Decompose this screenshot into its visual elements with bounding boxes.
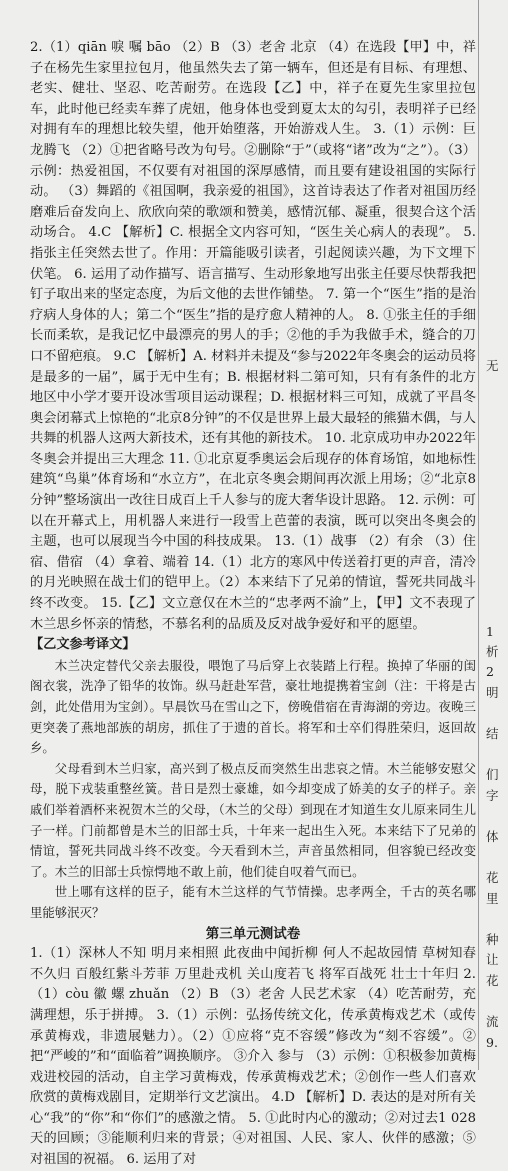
translation-paragraph-1: 木兰决定替代父亲去服役，喂饱了马后穿上衣装踏上行程。换掉了华丽的闺阁衣裳，洗净了铅华的妆饰。纵马赶赴军营，豪壮地提携着宝剑（注：干将是古剑，此处借用为宝剑）。早晨饮马在雪山之下，傍晚借宿在青海湖的旁边。夜晚三更突袭了燕地部族的胡房，抓住了于遗的首长。将军和士卒们得胜荣归，返回故乡。 xyxy=(30,657,476,756)
right-fragment: 字 xyxy=(486,788,499,803)
right-fragment: 们 xyxy=(486,767,499,782)
right-fragment: 体 xyxy=(486,829,499,844)
right-fragment: 结 xyxy=(486,726,499,741)
right-fragment: 析 xyxy=(486,644,499,659)
right-fragment: 种 xyxy=(486,932,499,947)
translation-paragraph-2: 父母看到木兰归家，高兴到了极点反而突然生出悲哀之情。木兰能够安慰父母，脱下戎装重整丝簧。昔日是烈士豪雄，如今却变成了娇美的女子的样子。亲戚们举着酒杯来祝贺木兰的父母，（木兰的父母）到现在才知道生女儿原来同生儿子一样。门前都曾是木兰的旧部士兵，十年来一起出生入死。本来结下了兄弟的情谊，誓死共同战斗终不改变。今天看到木兰，声音虽然相同，但容貌已经改变了。木兰的旧部士兵惊愕地不敢上前，他们徒自叹着气而已。 xyxy=(30,760,476,879)
right-fragment: 明 xyxy=(486,685,499,700)
column-divider xyxy=(478,0,479,1070)
translation-label: 【乙文参考译文】 xyxy=(30,637,136,653)
right-fragment: 花 xyxy=(486,870,499,885)
unit-test-answers: 1.（1）深林人不知 明月来相照 此夜曲中闻折柳 何人不起故园情 草树知春不久归 百般红紫斗芳菲 万里赴戎机 关山度若飞 将军百战死 壮士十年归 2.（1）còu 徽 螺 zhuǎn （2）B （3）老舍 人民艺术家 （4）吃苦耐劳，充满理想，乐于拼搏。 3.（1）示例：弘扬传统文化，传承黄梅戏艺术（或传承黄梅戏，非遗展魅力）。（2）①应将“克不容缓”修改为“刻不容缓”。②把“严峻的”和“面临着”调换顺序。 ③介入 参与 （3）示例：①积极参加黄梅戏进校园的活动，自主学习黄梅戏，传承黄梅戏艺术；②创作一些人们喜欢欣赏的黄梅戏剧目，定期举行文艺演出。 4.D 【解析】D. 表达的是对所有关心“我”的“你”和“你们”的感激之情。 5. ①此时内心的激动；②对过去1 028天的回顾；③能顺利归来的背景；④对祖国、人民、家人、伙伴的感激；⑤对祖国的祝福。 6. 运用了对 xyxy=(30,946,476,1168)
right-column-cut-off xyxy=(480,0,508,1070)
right-fragment: 1 xyxy=(486,624,494,639)
right-fragment: 2 xyxy=(486,664,494,679)
unit-test-title: 第三单元测试卷 xyxy=(205,925,301,942)
right-fragment: 无 xyxy=(486,358,499,373)
right-fragment: 让 xyxy=(486,952,499,967)
main-answer-column xyxy=(30,38,476,1171)
unit-answers-part1: 2.（1）qiān 唳 嘱 bāo （2）B （3）老舍 北京 （4）在选段【甲】中，祥子在杨先生家里拉包月，他虽然失去了第一辆车，但还是有目标、有理想、老实、健壮、坚忍、吃苦耐劳。在选段【乙】中，祥子在夏先生家里拉包车，此时他已经卖车葬了虎妞，他身体也受到夏太太的勾引，表明祥子已经对拥有车的理想比较失望，他开始堕落，开始游戏人生。 3.（1）示例：巨龙腾飞 （2）①把省略号改为句号。②删除“于”（或将“诸”改为“之”）。（3）示例：热爱祖国，不仅要有对祖国的深厚感情，而且要有建设祖国的实际行动。 （3）舞蹈的《祖国啊，我亲爱的祖国》，这首诗表达了作者对祖国历经磨难后奋发向上、欣欣向荣的歌颂和赞美，感情沉郁、凝重，很契合这个活动场合。 4.C 【解析】C. 根据全文内容可知，“医生关心病人的表现”。 5. 指张主任突然去世了。作用：开篇能吸引读者，引起阅读兴趣，为下文埋下伏笔。 6. 运用了动作描写、语言描写、生动形象地写出张主任要尽快帮我把钉子取出来的坚定态度，为后文他的去世作铺垫。 7. 第一个“医生”指的是治疗病人身体的人；第二个“医生”指的是疗愈人精神的人。 8. ①张主任的手细长而柔软，是我记忆中最漂亮的男人的手；②他的手为我做手术，缝合的刀口不留疤痕。 9.C 【解析】A. 材料并未提及“参与2022年冬奥会的运动员将是最多的一届”，属于无中生有；B. 根据材料二第可知，只有有条件的北方地区中小学才要开设冰雪项目运动课程；D. 根据材料三可知，成就了平昌冬奥会闭幕式上惊艳的“北京8分钟”的不仅是世界上最大最轻的熊猫木偶，与人共舞的机器人这两大新技术，还有其他的新技术。 10. 北京成功申办2022年冬奥会并提出三大理念 11. ①北京夏季奥运会后现存的体育场馆，如地标性建筑“鸟巢”体育场和“水立方”，在北京冬奥会期间再次派上用场；②“北京8分钟”整场演出一改往日成百上千人参与的庞大奢华设计思路。 12. 示例：可以在开幕式上，用机器人来进行一段雪上芭蕾的表演，既可以突出冬奥会的主题，也可以展现当今中国的科技成果。 13.（1）战事 （2）有余 （3）住宿、借宿 （4）拿着、端着 14.（1）北方的寒风中传送着打更的声音，清冷的月光映照在战士们的铠甲上。（2）本来结下了兄弟的情谊，誓死共同战斗终不改变。 15.【乙】文立意仅在木兰的“忠孝两不渝”上，【甲】文不表现了木兰思乡怀亲的情愁，不慕名利的品质及反对战争爱好和平的愿望。 xyxy=(30,40,476,632)
right-fragment: 流 xyxy=(486,1014,499,1029)
right-fragment: 花 xyxy=(486,973,499,988)
translation-paragraph-3: 世上哪有这样的臣子，能有木兰这样的气节情操。忠孝两全，千古的英名哪里能够泯灭？ xyxy=(30,884,476,920)
right-fragment: 里 xyxy=(486,891,499,906)
right-fragment: 9. xyxy=(486,1035,498,1050)
